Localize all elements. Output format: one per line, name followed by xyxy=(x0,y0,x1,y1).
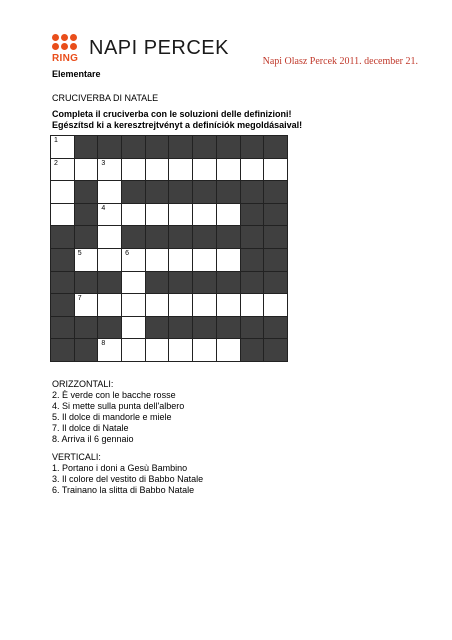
answer-cell[interactable] xyxy=(122,339,146,362)
black-cell xyxy=(264,339,288,362)
clue-number: 7 xyxy=(77,295,82,303)
black-cell xyxy=(193,226,217,249)
answer-cell[interactable] xyxy=(169,203,193,226)
clue-across-4: 4. Si mette sulla punta dell'albero xyxy=(52,401,185,411)
black-cell xyxy=(240,203,264,226)
black-cell xyxy=(74,203,98,226)
black-cell xyxy=(74,316,98,339)
answer-cell[interactable] xyxy=(51,136,75,159)
black-cell xyxy=(264,136,288,159)
black-cell xyxy=(98,271,122,294)
answer-cell[interactable] xyxy=(122,248,146,271)
answer-cell[interactable] xyxy=(264,158,288,181)
black-cell xyxy=(193,181,217,204)
black-cell xyxy=(264,226,288,249)
black-cell xyxy=(169,226,193,249)
answer-cell[interactable] xyxy=(193,294,217,317)
answer-cell[interactable] xyxy=(216,158,240,181)
clue-down-6: 6. Trainano la slitta di Babbo Natale xyxy=(52,485,195,495)
clue-down-1: 1. Portano i doni a Gesù Bambino xyxy=(52,463,188,473)
black-cell xyxy=(240,271,264,294)
clue-number: 3 xyxy=(101,159,106,167)
black-cell xyxy=(193,316,217,339)
across-title: ORIZZONTALI: xyxy=(52,379,114,389)
brand-name: NAPI PERCEK xyxy=(89,37,229,59)
answer-cell[interactable] xyxy=(169,339,193,362)
clue-across-5: 5. Il dolce di mandorle e miele xyxy=(52,412,172,422)
logo-ring-text: RING xyxy=(52,53,79,64)
black-cell xyxy=(193,136,217,159)
answer-cell[interactable] xyxy=(98,339,122,362)
black-cell xyxy=(240,316,264,339)
clue-down-3: 3. Il colore del vestito di Babbo Natale xyxy=(52,474,204,484)
black-cell xyxy=(240,248,264,271)
black-cell xyxy=(51,271,75,294)
black-cell xyxy=(216,136,240,159)
black-cell xyxy=(145,226,169,249)
black-cell xyxy=(216,181,240,204)
answer-cell[interactable] xyxy=(74,158,98,181)
answer-cell[interactable] xyxy=(145,203,169,226)
black-cell xyxy=(264,248,288,271)
issue-date: Napi Olasz Percek 2011. december 21. xyxy=(262,56,418,67)
answer-cell[interactable] xyxy=(98,203,122,226)
page-title: CRUCIVERBA DI NATALE xyxy=(52,93,159,103)
black-cell xyxy=(169,136,193,159)
black-cell xyxy=(98,136,122,159)
answer-cell[interactable] xyxy=(145,294,169,317)
black-cell xyxy=(193,271,217,294)
answer-cell[interactable] xyxy=(145,158,169,181)
black-cell xyxy=(145,181,169,204)
grid-row xyxy=(51,248,288,271)
answer-cell[interactable] xyxy=(169,248,193,271)
grid-row xyxy=(51,136,288,159)
answer-cell[interactable] xyxy=(193,248,217,271)
black-cell xyxy=(240,339,264,362)
answer-cell[interactable] xyxy=(51,203,75,226)
black-cell xyxy=(51,226,75,249)
black-cell xyxy=(122,181,146,204)
black-cell xyxy=(264,316,288,339)
black-cell xyxy=(169,316,193,339)
black-cell xyxy=(51,248,75,271)
answer-cell[interactable] xyxy=(122,203,146,226)
grid-row xyxy=(51,339,288,362)
black-cell xyxy=(169,181,193,204)
answer-cell[interactable] xyxy=(216,339,240,362)
logo-dots-icon xyxy=(52,34,80,54)
black-cell xyxy=(169,271,193,294)
clue-number: 6 xyxy=(125,249,129,257)
black-cell xyxy=(74,181,98,204)
answer-cell[interactable] xyxy=(216,248,240,271)
level-label: Elementare xyxy=(52,69,101,79)
black-cell xyxy=(145,316,169,339)
grid-row xyxy=(51,316,288,339)
answer-cell[interactable] xyxy=(122,158,146,181)
answer-cell[interactable] xyxy=(98,226,122,249)
black-cell xyxy=(74,136,98,159)
answer-cell[interactable] xyxy=(98,294,122,317)
grid-row xyxy=(51,226,288,249)
answer-cell[interactable] xyxy=(98,158,122,181)
black-cell xyxy=(264,181,288,204)
answer-cell[interactable] xyxy=(169,294,193,317)
clue-number: 8 xyxy=(101,340,106,348)
answer-cell[interactable] xyxy=(145,248,169,271)
crossword-grid xyxy=(50,135,288,362)
black-cell xyxy=(264,271,288,294)
answer-cell[interactable] xyxy=(51,158,75,181)
answer-cell[interactable] xyxy=(74,248,98,271)
answer-cell[interactable] xyxy=(122,294,146,317)
answer-cell[interactable] xyxy=(145,339,169,362)
grid-row xyxy=(51,181,288,204)
answer-cell[interactable] xyxy=(193,158,217,181)
black-cell xyxy=(240,226,264,249)
black-cell xyxy=(145,136,169,159)
answer-cell[interactable] xyxy=(240,294,264,317)
black-cell xyxy=(216,271,240,294)
answer-cell[interactable] xyxy=(122,316,146,339)
instruction-hungarian: Egészítsd ki a keresztrejtvényt a definíciók megoldásaival! xyxy=(52,120,303,130)
clue-number: 5 xyxy=(77,249,82,257)
grid-row xyxy=(51,271,288,294)
answer-cell[interactable] xyxy=(193,203,217,226)
black-cell xyxy=(122,136,146,159)
answer-cell[interactable] xyxy=(264,294,288,317)
black-cell xyxy=(264,203,288,226)
black-cell xyxy=(51,316,75,339)
grid-row xyxy=(51,158,288,181)
black-cell xyxy=(98,316,122,339)
grid-row xyxy=(51,294,288,317)
ring-logo xyxy=(52,34,229,64)
answer-cell[interactable] xyxy=(98,181,122,204)
clue-number: 4 xyxy=(101,204,106,212)
answer-cell[interactable] xyxy=(240,158,264,181)
answer-cell[interactable] xyxy=(122,271,146,294)
clue-across-7: 7. Il dolce di Natale xyxy=(52,423,129,433)
clue-number: 2 xyxy=(54,159,58,167)
down-title: VERTICALI: xyxy=(52,452,101,462)
answer-cell[interactable] xyxy=(169,158,193,181)
black-cell xyxy=(74,271,98,294)
grid-row xyxy=(51,203,288,226)
black-cell xyxy=(216,316,240,339)
black-cell xyxy=(74,339,98,362)
answer-cell[interactable] xyxy=(193,339,217,362)
clue-number: 1 xyxy=(54,137,58,144)
answer-cell[interactable] xyxy=(74,294,98,317)
answer-cell[interactable] xyxy=(216,294,240,317)
answer-cell[interactable] xyxy=(51,181,75,204)
black-cell xyxy=(216,226,240,249)
black-cell xyxy=(51,339,75,362)
clue-across-2: 2. È verde con le bacche rosse xyxy=(52,390,176,400)
clue-across-8: 8. Arriva il 6 gennaio xyxy=(52,434,134,444)
black-cell xyxy=(145,271,169,294)
answer-cell[interactable] xyxy=(98,248,122,271)
black-cell xyxy=(51,294,75,317)
instruction-italian: Completa il cruciverba con le soluzioni delle definizioni! xyxy=(52,109,292,119)
black-cell xyxy=(122,226,146,249)
answer-cell[interactable] xyxy=(216,203,240,226)
black-cell xyxy=(240,136,264,159)
black-cell xyxy=(240,181,264,204)
black-cell xyxy=(74,226,98,249)
